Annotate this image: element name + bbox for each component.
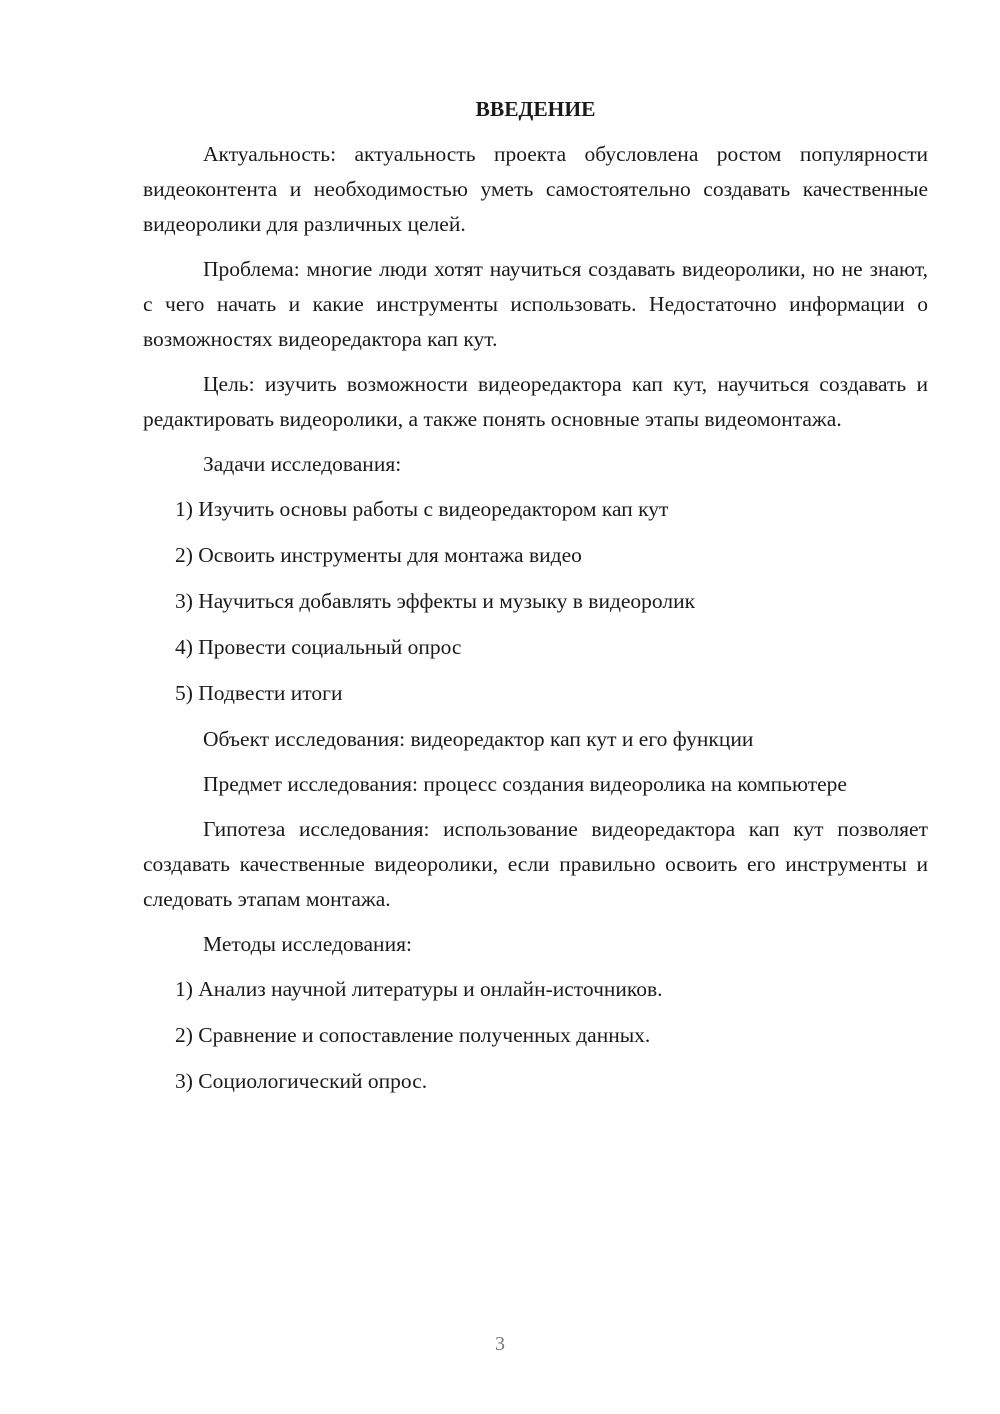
relevance-paragraph: Актуальность: актуальность проекта обусловлена ростом популярности видеоконтента и необходимостью уметь самостоятельно создавать качественные видеоролики для различных целей. [143,142,928,236]
hypothesis-paragraph: Гипотеза исследования: использование видеоредактора кап кут позволяет создавать качественные видеоролики, если правильно освоить его инструменты и следовать этапам монтажа. [143,817,928,911]
goal-paragraph: Цель: изучить возможности видеоредактора кап кут, научиться создавать и редактировать видеоролики, а также понять основные этапы видеомонтажа. [143,372,928,431]
list-item: 4) Провести социальный опрос [175,635,462,659]
list-item: 1) Анализ научной литературы и онлайн-источников. [175,977,663,1001]
list-item: 5) Подвести итоги [175,681,343,705]
object-paragraph: Объект исследования: видеоредактор кап кут и его функции [203,727,754,751]
document-page [143,92,928,1110]
page-number: 3 [495,1333,505,1355]
list-item: 3) Научиться добавлять эффекты и музыку в видеоролик [175,589,696,613]
tasks-list [143,492,928,711]
list-item: 2) Сравнение и сопоставление полученных данных. [175,1023,651,1047]
tasks-heading: Задачи исследования: [203,452,402,476]
list-item: 2) Освоить инструменты для монтажа видео [175,543,582,567]
methods-list [143,972,928,1099]
list-item: 3) Социологический опрос. [175,1069,428,1093]
subject-paragraph: Предмет исследования: процесс создания видеоролика на компьютере [203,772,847,796]
list-item: 1) Изучить основы работы с видеоредактором кап кут [175,497,669,521]
section-title: ВВЕДЕНИЕ [475,97,596,121]
problem-paragraph: Проблема: многие люди хотят научиться создавать видеоролики, но не знают, с чего начать и какие инструменты использовать. Недостаточно информации о возможностях видеоредактора кап кут. [143,257,928,351]
methods-heading: Методы исследования: [203,932,412,956]
